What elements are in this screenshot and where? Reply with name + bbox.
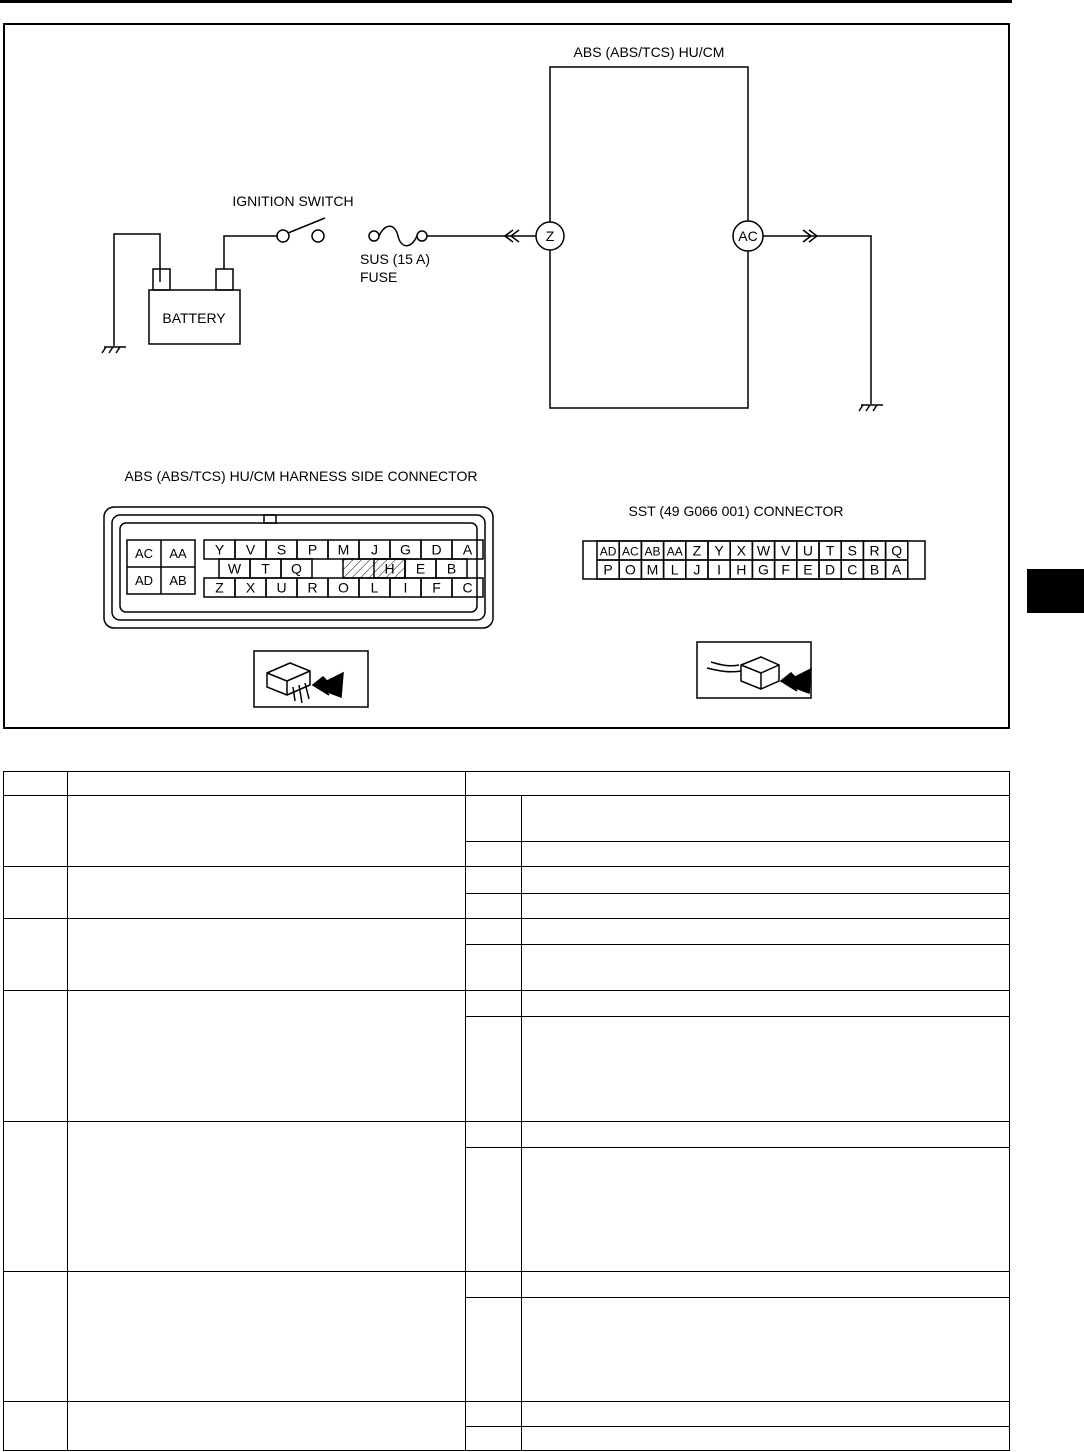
harness-pin-c (452, 578, 483, 597)
sst-pin-l-label: L (670, 561, 679, 578)
ground-symbol-icon (102, 234, 160, 353)
action-cell (522, 1426, 1010, 1450)
harness-pin-b (436, 559, 467, 578)
sst-pin-m (641, 560, 663, 579)
action-cell (522, 1017, 1010, 1121)
harness-pin-d (421, 540, 452, 559)
harness-pin-p (297, 540, 328, 559)
harness-pin-t-label: T (261, 560, 270, 577)
sst-pin-r (863, 541, 885, 560)
result-cell (466, 1147, 522, 1272)
section-tab-marker (1027, 569, 1084, 613)
harness-pin-z-label: Z (215, 579, 224, 596)
sst-pin-b-label: B (869, 561, 880, 578)
harness-pin-e-label: E (415, 560, 426, 577)
fuse-terminal-left (369, 231, 379, 241)
module-box (550, 67, 748, 408)
sst-pin-v-label: V (781, 542, 791, 559)
table-row (4, 918, 1010, 944)
header-action-cell (466, 772, 1010, 796)
harness-pin-y-label: Y (214, 541, 225, 558)
action-cell (522, 990, 1010, 1016)
result-cell (466, 842, 522, 867)
step-cell (4, 1272, 68, 1402)
sst-pin-i (708, 560, 730, 579)
harness-pin-z (204, 578, 235, 597)
sst-pin-w-label: W (756, 542, 771, 559)
sst-pin-f (775, 560, 797, 579)
harness-pin-s-label: S (276, 541, 287, 558)
harness-pin-l-label: L (370, 579, 379, 596)
sst-pin-s-label: S (847, 542, 857, 559)
wiring-diagram-frame (3, 23, 1010, 729)
harness-pin-q-label: Q (291, 560, 302, 577)
action-cell (522, 796, 1010, 842)
sst-pin-ad-label: AD (599, 544, 617, 559)
result-cell (466, 990, 522, 1016)
harness-pin-j-label: J (371, 541, 378, 558)
harness-pin-w (219, 559, 250, 578)
inspection-cell (68, 990, 466, 1121)
harness-pin-g (390, 540, 421, 559)
harness-pin-j (359, 540, 390, 559)
ignition-switch-label: IGNITION SWITCH (232, 193, 354, 209)
sst-pin-e-label: E (803, 561, 813, 578)
sst-pin-y-label: Y (714, 542, 724, 559)
action-cell (522, 842, 1010, 867)
sst-pin-ab (641, 541, 663, 560)
result-cell (466, 796, 522, 842)
harness-pin-m (328, 540, 359, 559)
connector-harness-side-view-icon (254, 651, 368, 707)
fuse-terminal-right (417, 231, 427, 241)
table-row (4, 1401, 1010, 1426)
sst-pin-p (597, 560, 619, 579)
fuse-element (379, 226, 417, 246)
action-cell (522, 1147, 1010, 1272)
harness-pin-o (328, 578, 359, 597)
sst-pin-g (752, 560, 774, 579)
harness-pin-u-label: U (276, 579, 287, 596)
sst-pin-o (619, 560, 641, 579)
harness-pin-ac: AC (134, 546, 154, 561)
fuse-label-line1: SUS (15 A) (360, 251, 431, 267)
battery-symbol (149, 269, 240, 344)
sst-pin-ad (597, 541, 619, 560)
top-rule (0, 0, 1012, 3)
sst-pin-a-label: A (892, 561, 902, 578)
header-inspection-cell (68, 772, 466, 796)
sst-pin-s (841, 541, 863, 560)
harness-pin-c-label: C (462, 579, 473, 596)
result-cell (466, 944, 522, 990)
harness-pin-u (266, 578, 297, 597)
harness-pin-b-label: B (446, 560, 457, 577)
sst-pin-b (863, 560, 885, 579)
sst-pin-h-label: H (736, 561, 747, 578)
harness-pin-l (359, 578, 390, 597)
result-cell (466, 1298, 522, 1401)
harness-pin-q (281, 559, 312, 578)
harness-pin-w-label: W (227, 560, 242, 577)
switch-contact-left (277, 230, 289, 242)
sst-pin-x (730, 541, 752, 560)
step-cell (4, 918, 68, 990)
sst-connector-title: SST (49 G066 001) CONNECTOR (628, 503, 844, 519)
table-row (4, 990, 1010, 1016)
action-cell (522, 1401, 1010, 1426)
result-cell (466, 1426, 522, 1450)
inspection-cell (68, 796, 466, 867)
harness-pin-v-label: V (245, 541, 256, 558)
result-cell (466, 1017, 522, 1121)
procedure-table (3, 771, 1010, 1451)
sst-pin-o-label: O (624, 561, 636, 578)
sst-pin-aa (664, 541, 686, 560)
sst-pin-q-label: Q (891, 542, 903, 559)
harness-pin-s (266, 540, 297, 559)
harness-connector-title: ABS (ABS/TCS) HU/CM HARNESS SIDE CONNECTOR (124, 468, 478, 484)
sst-pin-x-label: X (736, 542, 746, 559)
action-cell (522, 893, 1010, 918)
harness-pin-h-label: H (384, 560, 395, 577)
sst-pin-h (730, 560, 752, 579)
sst-pin-c-label: C (847, 561, 858, 578)
harness-pin-ad: AD (134, 573, 154, 588)
harness-pin-x-label: X (245, 579, 256, 596)
harness-pin-o-label: O (338, 579, 349, 596)
result-cell (466, 1401, 522, 1426)
battery-label: BATTERY (162, 310, 226, 326)
sst-pin-v (775, 541, 797, 560)
step-cell (4, 867, 68, 918)
inspection-cell (68, 867, 466, 918)
harness-pin-m-label: M (337, 541, 350, 558)
sst-pin-d (819, 560, 841, 579)
harness-pin-ab: AB (169, 573, 187, 588)
action-cell (522, 1272, 1010, 1298)
action-cell (522, 944, 1010, 990)
harness-pin-a (452, 540, 483, 559)
action-cell (522, 918, 1010, 944)
sst-pin-ab-label: AB (644, 544, 661, 559)
sst-pin-r-label: R (869, 542, 880, 559)
terminal-ac-label: AC (738, 228, 758, 244)
inspection-cell (68, 1121, 466, 1272)
sst-pin-aa-label: AA (666, 544, 683, 559)
harness-pin-g-label: G (400, 541, 411, 558)
sst-pin-l (664, 560, 686, 579)
sst-pin-d-label: D (825, 561, 836, 578)
sst-pin-q (886, 541, 908, 560)
harness-pin-r (297, 578, 328, 597)
harness-pin-i-label: I (403, 579, 408, 596)
terminal-z-label: Z (545, 228, 555, 244)
table-row (4, 1121, 1010, 1147)
sst-pin-ac-label: AC (621, 544, 639, 559)
action-cell (522, 1121, 1010, 1147)
inspection-cell (68, 1401, 466, 1450)
inspection-cell (68, 1272, 466, 1402)
action-cell (522, 1298, 1010, 1401)
sst-pin-g-label: G (758, 561, 769, 578)
wiring-diagram (5, 25, 1008, 727)
harness-pin-f-label: F (432, 579, 441, 596)
result-cell (466, 867, 522, 893)
table-row (4, 796, 1010, 842)
sst-pin-j (686, 560, 708, 579)
harness-pin-t (250, 559, 281, 578)
table-header-row (4, 772, 1010, 796)
step-cell (4, 1401, 68, 1450)
harness-pin-e (405, 559, 436, 578)
harness-pin-aa: AA (169, 546, 187, 561)
step-cell (4, 990, 68, 1121)
sst-pin-z (686, 541, 708, 560)
sst-pin-y (708, 541, 730, 560)
sst-pin-u (797, 541, 819, 560)
sst-pin-w (752, 541, 774, 560)
sst-pin-ac (619, 541, 641, 560)
result-cell (466, 893, 522, 918)
sst-pin-grid (583, 541, 925, 579)
sst-pin-p-label: P (603, 561, 613, 578)
module-title: ABS (ABS/TCS) HU/CM (573, 44, 725, 60)
sst-pin-e (797, 560, 819, 579)
harness-pin-y (204, 540, 235, 559)
sst-pin-f-label: F (781, 561, 790, 578)
harness-side-cavity-block (127, 540, 195, 594)
sst-pin-m-label: M (646, 561, 659, 578)
connector-sst-view-icon (697, 642, 811, 698)
result-cell (466, 1121, 522, 1147)
fuse-label-line2: FUSE (360, 269, 398, 285)
harness-pin-r-label: R (307, 579, 318, 596)
switch-contact-right (312, 230, 324, 242)
ground-symbol-icon (859, 405, 883, 411)
harness-pin-f (421, 578, 452, 597)
sst-pin-z-label: Z (692, 542, 702, 559)
harness-pin-i (390, 578, 421, 597)
action-cell (522, 867, 1010, 893)
inspection-cell (68, 918, 466, 990)
sst-pin-a (886, 560, 908, 579)
header-step-cell (4, 772, 68, 796)
table-row (4, 867, 1010, 893)
sst-pin-t (819, 541, 841, 560)
table-row (4, 1272, 1010, 1298)
step-cell (4, 796, 68, 867)
harness-pin-p-label: P (307, 541, 318, 558)
sst-pin-u-label: U (802, 542, 813, 559)
result-cell (466, 918, 522, 944)
harness-pin-a-label: A (462, 541, 473, 558)
harness-pin-v (235, 540, 266, 559)
sst-pin-t-label: T (825, 542, 835, 559)
result-cell (466, 1272, 522, 1298)
harness-pin-grid (204, 540, 483, 597)
harness-pin-x (235, 578, 266, 597)
step-cell (4, 1121, 68, 1272)
sst-pin-i-label: I (717, 561, 722, 578)
sst-pin-c (841, 560, 863, 579)
sst-pin-j-label: J (693, 561, 701, 578)
harness-pin-d-label: D (431, 541, 442, 558)
